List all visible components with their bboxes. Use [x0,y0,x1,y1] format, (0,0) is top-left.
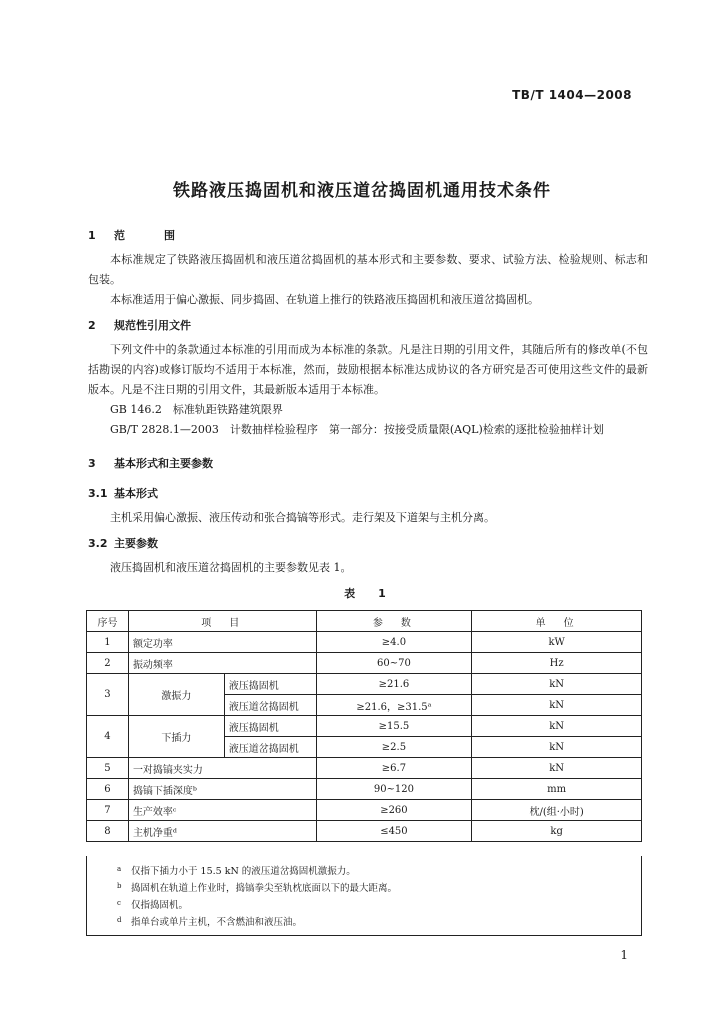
row-item: 一对捣镐夹实力 [128,758,316,779]
section-number: 3.1 [88,487,108,500]
row-unit: 枕/(组·小时) [472,800,642,821]
row-seq: 1 [87,632,129,653]
section-title: 基本形式和主要参数 [114,457,213,470]
row-subitem: 液压道岔捣固机 [224,695,316,716]
footnote-mark: b [117,882,122,890]
table-row [87,779,642,800]
row-value: ≥21.6，≥31.5ᵃ [316,695,472,716]
table-row [87,632,642,653]
row-seq: 7 [87,800,129,821]
section-1-paragraph-1: 本标准规定了铁路液压捣固机和液压道岔捣固机的基本形式和主要参数、要求、试验方法、检验规则、标志和包装。 [88,253,648,286]
row-unit: kN [472,716,642,737]
section-2-paragraph-1: 下列文件中的条款通过本标准的引用而成为本标准的条款。凡是注日期的引用文件，其随后所有的修改单(不包括勘误的内容)或修订版均不适用于本标准，然而，鼓励根据本标准达成协议的各方研究是否可使用这些文件的最新版本。凡是不注日期的引用文件，其最新版本适用于本标准。 [88,343,648,396]
row-seq: 4 [87,716,129,758]
table-row [87,674,642,695]
header-value: 参 数 [316,611,472,632]
row-item: 额定功率 [128,632,316,653]
standard-code: TB/T 1404—2008 [512,88,632,102]
footnote-text: 指单台或单片主机，不含燃油和液压油。 [131,917,303,928]
table-header-row [87,611,642,632]
section-title: 范 围 [114,229,189,242]
footnote-b [117,879,641,896]
header-unit: 单 位 [472,611,642,632]
row-seq: 6 [87,779,129,800]
row-item: 生产效率ᶜ [128,800,316,821]
row-unit: kN [472,695,642,716]
row-unit: kg [472,821,642,842]
table-row [87,653,642,674]
row-seq: 2 [87,653,129,674]
table-footnotes [86,856,642,936]
reference-2: GB/T 2828.1—2003 计数抽样检验程序 第一部分：按接受质量限(AQL)检索的逐批检验抽样计划 [110,423,604,436]
row-unit: mm [472,779,642,800]
row-value: 60~70 [316,653,472,674]
section-title: 基本形式 [114,487,158,500]
section-number: 2 [88,319,96,332]
table-row [87,800,642,821]
section-title: 规范性引用文件 [114,319,191,332]
row-value: ≤450 [316,821,472,842]
row-item: 振动频率 [128,653,316,674]
row-seq: 8 [87,821,129,842]
document-title: 铁路液压捣固机和液压道岔捣固机通用技术条件 [173,181,551,201]
reference-1: GB 146.2 标准轨距铁路建筑限界 [110,403,283,416]
row-unit: kN [472,737,642,758]
section-3-1-paragraph: 主机采用偏心激振、液压传动和张合捣镐等形式。走行架及下道架与主机分离。 [110,511,495,524]
footnote-mark: a [117,865,122,873]
row-value: ≥15.5 [316,716,472,737]
section-3-2-paragraph: 液压捣固机和液压道岔捣固机的主要参数见表 1。 [110,561,352,574]
row-subitem: 液压捣固机 [224,716,316,737]
footnote-d [117,913,641,930]
section-3-2-heading [88,534,648,554]
header-seq: 序号 [87,611,129,632]
row-value: ≥21.6 [316,674,472,695]
row-value: ≥6.7 [316,758,472,779]
section-3-1-heading [88,484,648,504]
section-number: 1 [88,229,96,242]
row-value: ≥4.0 [316,632,472,653]
row-subitem: 液压道岔捣固机 [224,737,316,758]
section-2-heading [88,316,648,336]
row-value: ≥2.5 [316,737,472,758]
section-1-paragraph-2: 本标准适用于偏心激振、同步捣固、在轨道上推行的铁路液压捣固机和液压道岔捣固机。 [110,293,539,306]
footnote-text: 仅指捣固机。 [131,900,189,911]
parameters-table [86,610,642,842]
row-seq: 3 [87,674,129,716]
table-row [87,758,642,779]
header-item: 项 目 [128,611,316,632]
row-unit: kW [472,632,642,653]
row-unit: kN [472,758,642,779]
table-caption: 表 1 [344,587,392,600]
section-number: 3.2 [88,537,108,550]
document-body [88,220,648,606]
footnote-c [117,896,641,913]
table-row [87,821,642,842]
table-row [87,716,642,737]
footnote-a [117,862,641,879]
section-title: 主要参数 [114,537,158,550]
section-number: 3 [88,457,96,470]
section-1-heading [88,226,648,246]
row-item: 捣镐下插深度ᵇ [128,779,316,800]
row-unit: Hz [472,653,642,674]
footnote-text: 捣固机在轨道上作业时，捣镐拳尖至轨枕底面以下的最大距离。 [131,883,398,894]
row-item: 激振力 [128,674,224,716]
section-3-heading [88,454,648,474]
footnote-text: 仅指下插力小于 15.5 kN 的液压道岔捣固机激振力。 [131,866,356,877]
row-value: 90~120 [316,779,472,800]
row-value: ≥260 [316,800,472,821]
row-subitem: 液压捣固机 [224,674,316,695]
footnote-mark: c [117,899,121,907]
row-item: 下插力 [128,716,224,758]
row-unit: kN [472,674,642,695]
row-seq: 5 [87,758,129,779]
page-number: 1 [620,948,628,962]
footnote-mark: d [117,916,122,924]
row-item: 主机净重ᵈ [128,821,316,842]
